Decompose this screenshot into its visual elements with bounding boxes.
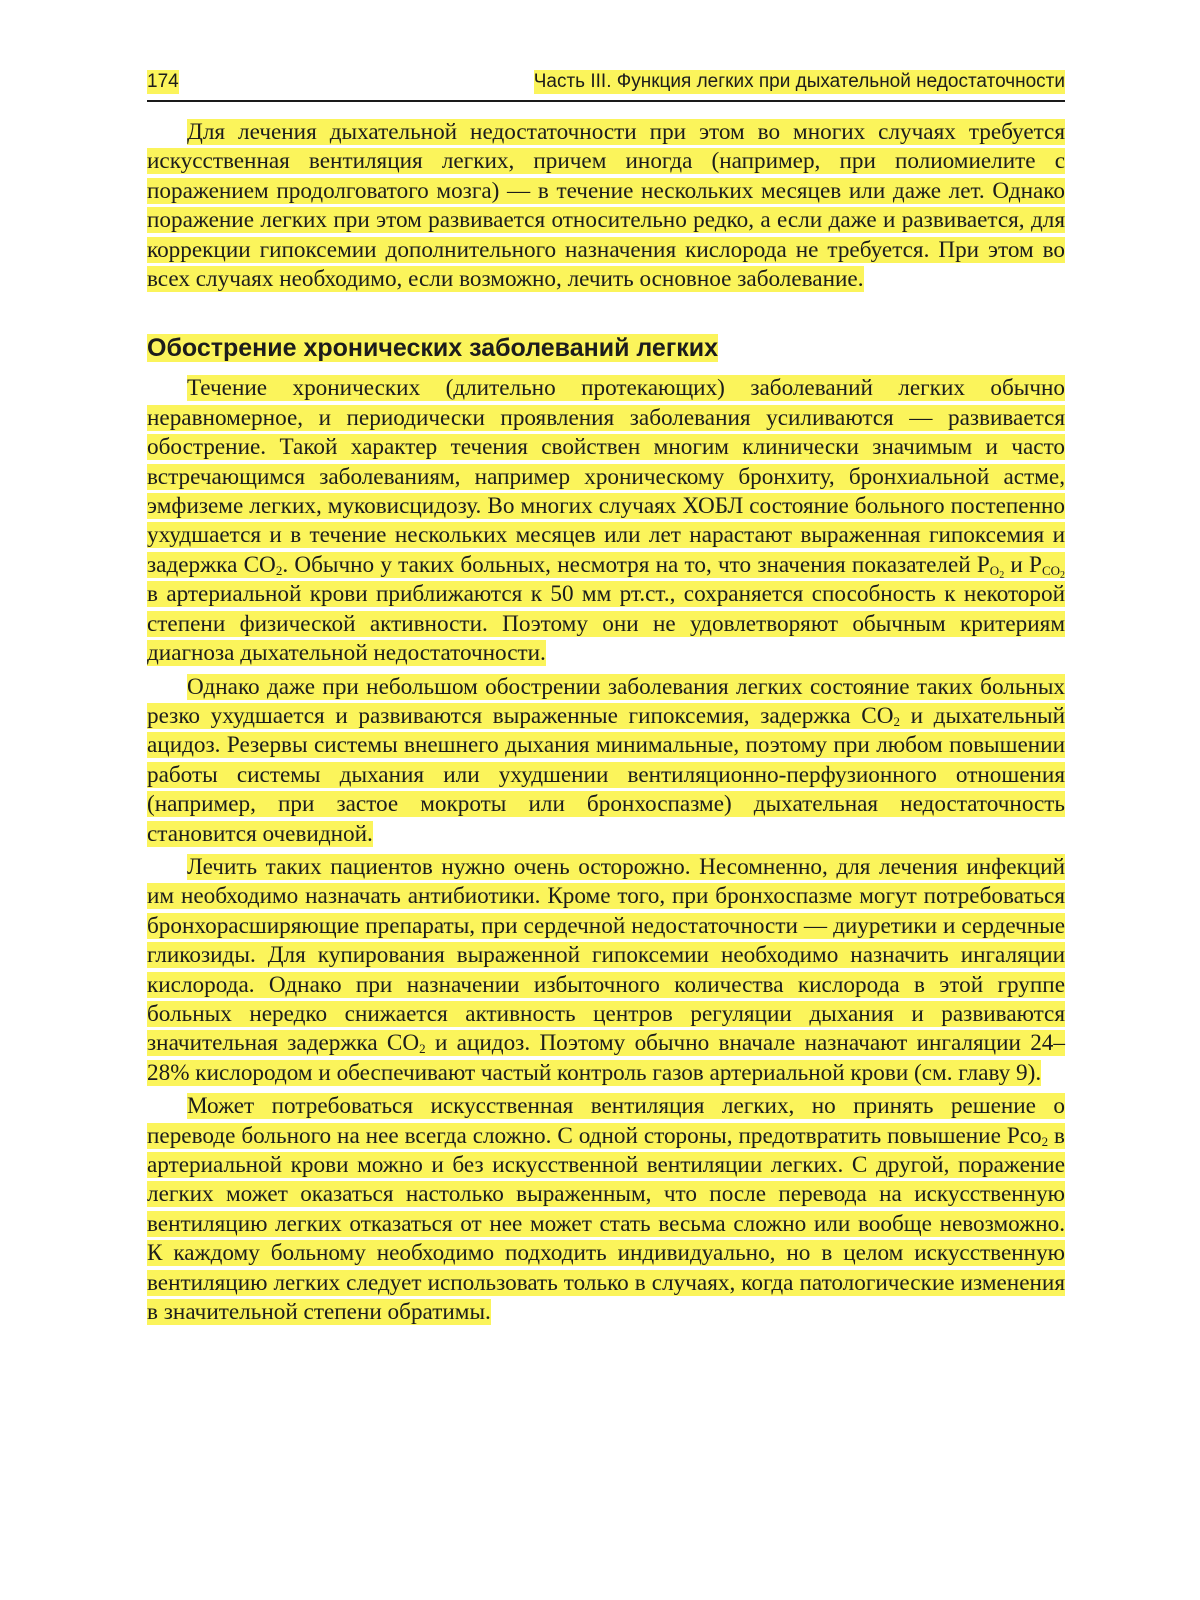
paragraph-4-text <box>147 1093 1065 1325</box>
text-run: Лечить таких пациентов нужно очень осторожно. Несомненно, для лечения инфекций им необходимо назначать антибиотики. Кроме того, при бронхоспазме могут потребоваться бронхорасширяющие препараты, при сердечной недостаточности — диуретики и сердечные гликозиды. Для купирования выраженной гипоксемии необходимо назначить ингаляции кислорода. Однако при назначении избыточного количества кислорода в этой группе больных нередко снижается активность центров регуляции дыхания и развиваются значительная задержка CO <box>147 853 1065 1057</box>
subscript <box>989 562 1005 581</box>
section-heading-text: Обострение хронических заболеваний легких <box>147 334 719 363</box>
intro-paragraph-text: Для лечения дыхательной недостаточности при этом во многих случаях требуется искусственная вентиляция легких, причем иногда (например, при полиомиелите с поражением продолговатого мозга) — в течение нескольких месяцев или даже лет. Однако поражение легких при этом развивается относительно редко, а если даже и развивается, для коррекции гипоксемии дополнительного назначения кислорода не требуется. При этом во всех случаях необходимо, если возможно, лечить основное заболевание. <box>147 119 1065 293</box>
subscript: 2 <box>1041 1133 1049 1149</box>
sub-subscript: 2 <box>1060 569 1066 581</box>
text-run: и дыхательный ацидоз. Резервы системы внешнего дыхания минимальные, поэтому при любом повышении работы системы дыхания или ухудшении вентиляционно-перфузионного отношения (например, при застое мокроты или бронхоспазме) дыхательная недостаточность становится очевидной. <box>147 702 1065 847</box>
subscript: 2 <box>275 562 283 578</box>
text-run: и ацидоз. Поэтому обычно вначале назначают ингаляции 24–28% кислородом и обеспечивают частый контроль газов артериальной крови (см. главу 9). <box>147 1030 1065 1086</box>
running-head <box>147 70 1065 102</box>
paragraph-2-text <box>147 674 1065 847</box>
paragraph-2 <box>147 673 1065 849</box>
section-heading <box>147 333 1065 363</box>
text-run: Может потребоваться искусственная вентиляция легких, но принять решение о переводе больного на нее всегда сложно. С одной стороны, предотвратить повышение Pco <box>147 1093 1065 1149</box>
text-run: Однако даже при небольшом обострении заболевания легких состояние таких больных резко ухудшается и развиваются выраженные гипоксемия, задержка CO <box>147 673 1065 729</box>
subscript-text: CO <box>1041 562 1061 578</box>
subscript: 2 <box>893 713 900 729</box>
subscript <box>1041 562 1066 581</box>
paragraph-1-text <box>147 375 1065 666</box>
running-title: Часть III. Функция легких при дыхательной недостаточности <box>533 71 1065 92</box>
intro-paragraph <box>147 118 1065 294</box>
text-run: Течение хронических (длительно протекающих) заболеваний легких обычно неравномерное, и периодически проявления заболевания усиливаются — развивается обострение. Такой характер течения свойствен многим клинически значимым и часто встречающимся заболеваниям, например хроническому бронхиту, бронхиальной астме, эмфиземе легких, муковисцидозу. Во многих случаях ХОБЛ состояние больного постепенно ухудшается и в течение нескольких месяцев или лет нарастают выраженная гипоксемия и задержка CO <box>147 375 1065 578</box>
paragraph-3 <box>147 853 1065 1088</box>
paragraph-4 <box>147 1092 1065 1327</box>
sub-subscript: 2 <box>999 569 1005 581</box>
book-page <box>147 70 1065 1327</box>
subscript: 2 <box>419 1041 426 1057</box>
subscript-text: O <box>989 562 1000 578</box>
text-run: в артериальной крови можно и без искусственной вентиляции легких. С другой, поражение легких может оказаться настолько выраженным, что после перевода на искусственную вентиляцию легких отказаться от нее может стать весьма сложно или вообще невозможно. К каждому больному необходимо подходить индивидуально, но в целом искусственную вентиляцию легких следует использовать только в случаях, когда патологические изменения в значительной степени обратимы. <box>147 1122 1066 1326</box>
text-run: в артериальной крови приближаются к 50 мм рт.ст., сохраняется способность к некоторой степени физической активности. Поэтому они не удовлетворяют обычным критериям диагноза дыхательной недостаточности. <box>147 581 1065 667</box>
page-number: 174 <box>147 71 179 92</box>
body-text <box>147 118 1065 1327</box>
paragraph-3-text <box>147 854 1065 1086</box>
paragraph-1 <box>147 374 1065 668</box>
text-run: . Обычно у таких больных, несмотря на то, что значения показателей P <box>282 551 990 578</box>
text-run: и P <box>1004 551 1042 578</box>
